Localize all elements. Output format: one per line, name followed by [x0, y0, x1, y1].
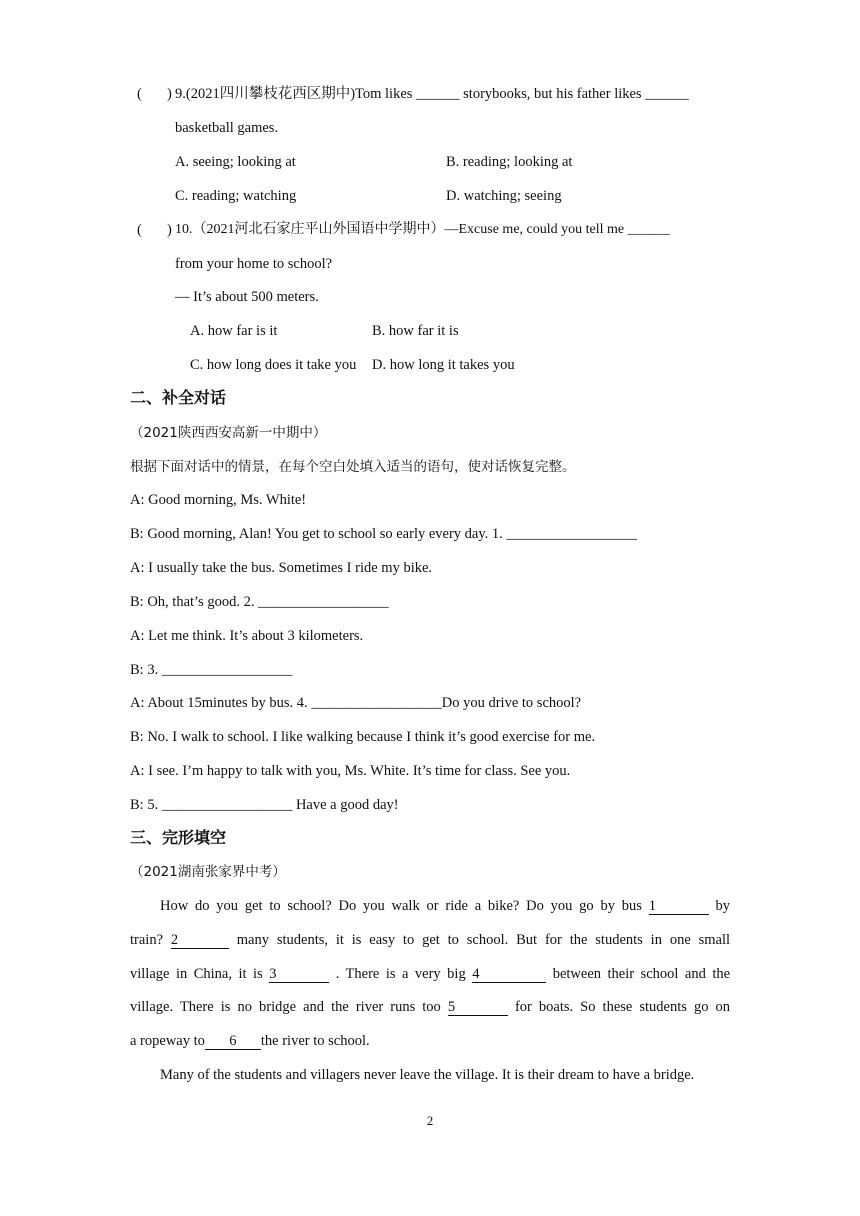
- q9-stem-line2: basketball games.: [175, 120, 279, 136]
- cloze-line-5: [130, 1031, 370, 1051]
- cloze-line-1: [160, 896, 730, 916]
- section3-title: 三、完形填空: [130, 828, 227, 847]
- q10-stem-line1: 10.（2021河北石家庄平山外国语中学期中）—Excuse me, could you tell me ______: [175, 222, 670, 237]
- q9-paren-open: (: [137, 86, 142, 102]
- q9-option-d: D. watching; seeing: [446, 188, 562, 204]
- cloze-text: for boats. So these students go on: [514, 999, 731, 1015]
- q10-stem-line2: from your home to school?: [175, 256, 333, 272]
- cloze-blank-5: 5: [448, 999, 508, 1016]
- cloze-blank-6: 6: [205, 1033, 261, 1050]
- section3-source: （2021湖南张家界中考）: [130, 864, 286, 880]
- cloze-text: train?: [130, 932, 164, 948]
- section2-title: 二、补全对话: [130, 388, 227, 407]
- dialogue-line: B: No. I walk to school. I like walking because I think it’s good exercise for me.: [130, 729, 596, 745]
- cloze-text: by: [715, 898, 731, 914]
- cloze-blank-4: 4: [472, 966, 546, 983]
- q10-option-b: B. how far it is: [372, 323, 459, 339]
- cloze-line-3: [130, 964, 730, 984]
- dialogue-line: A: Good morning, Ms. White!: [130, 492, 307, 508]
- dialogue-line: A: About 15minutes by bus. 4. __________________Do you drive to school?: [130, 695, 582, 711]
- cloze-text: . There is a very big: [335, 966, 466, 982]
- dialogue-line: A: I usually take the bus. Sometimes I ride my bike.: [130, 560, 433, 576]
- cloze-line-2: [130, 930, 730, 950]
- dialogue-line: B: Oh, that’s good. 2. __________________: [130, 594, 389, 610]
- dialogue-line: B: Good morning, Alan! You get to school so early every day. 1. __________________: [130, 526, 637, 542]
- cloze-text: How do you get to school? Do you walk or ride a bike? Do you go by bus: [160, 898, 642, 914]
- cloze-blank-2: 2: [171, 932, 229, 949]
- q10-paren-open: (: [137, 222, 142, 238]
- q10-option-d: D. how long it takes you: [372, 357, 515, 373]
- q9-stem-line1: 9.(2021四川攀枝花西区期中)Tom likes ______ storybooks, but his father likes ______: [175, 86, 689, 102]
- dialogue-line: A: Let me think. It’s about 3 kilometers.: [130, 628, 364, 644]
- cloze-blank-3: 3: [269, 966, 329, 983]
- page-number: 2: [426, 1113, 434, 1128]
- q10-option-c: C. how long does it take you: [190, 357, 357, 373]
- section2-instruction: 根据下面对话中的情景，在每个空白处填入适当的语句，使对话恢复完整。: [130, 459, 576, 475]
- q9-option-b: B. reading; looking at: [446, 154, 573, 170]
- cloze-text: a ropeway to: [130, 1033, 205, 1049]
- cloze-text: many students, it is easy to get to school. But for the students in one small: [236, 932, 731, 948]
- section2-source: （2021陕西西安高新一中期中）: [130, 425, 327, 441]
- q9-option-c: C. reading; watching: [175, 188, 297, 204]
- cloze-line-4: [130, 997, 730, 1017]
- q10-stem-line3: — It’s about 500 meters.: [175, 289, 319, 305]
- cloze-text: village. There is no bridge and the river runs too: [130, 999, 441, 1015]
- cloze-text: the river to school.: [260, 1033, 370, 1049]
- cloze-paragraph-2: Many of the students and villagers never leave the village. It is their dream to have a bridge.: [160, 1067, 695, 1083]
- cloze-blank-1: 1: [649, 898, 709, 915]
- dialogue-line: B: 5. __________________ Have a good day!: [130, 797, 399, 813]
- cloze-text: village in China, it is: [130, 966, 263, 982]
- dialogue-line: A: I see. I’m happy to talk with you, Ms. White. It’s time for class. See you.: [130, 763, 571, 779]
- q10-option-a: A. how far is it: [190, 323, 278, 339]
- dialogue-line: B: 3. __________________: [130, 662, 293, 678]
- q10-paren-close: ): [167, 222, 172, 238]
- cloze-text: between their school and the: [552, 966, 731, 982]
- q9-paren-close: ): [167, 86, 172, 102]
- q9-option-a: A. seeing; looking at: [175, 154, 296, 170]
